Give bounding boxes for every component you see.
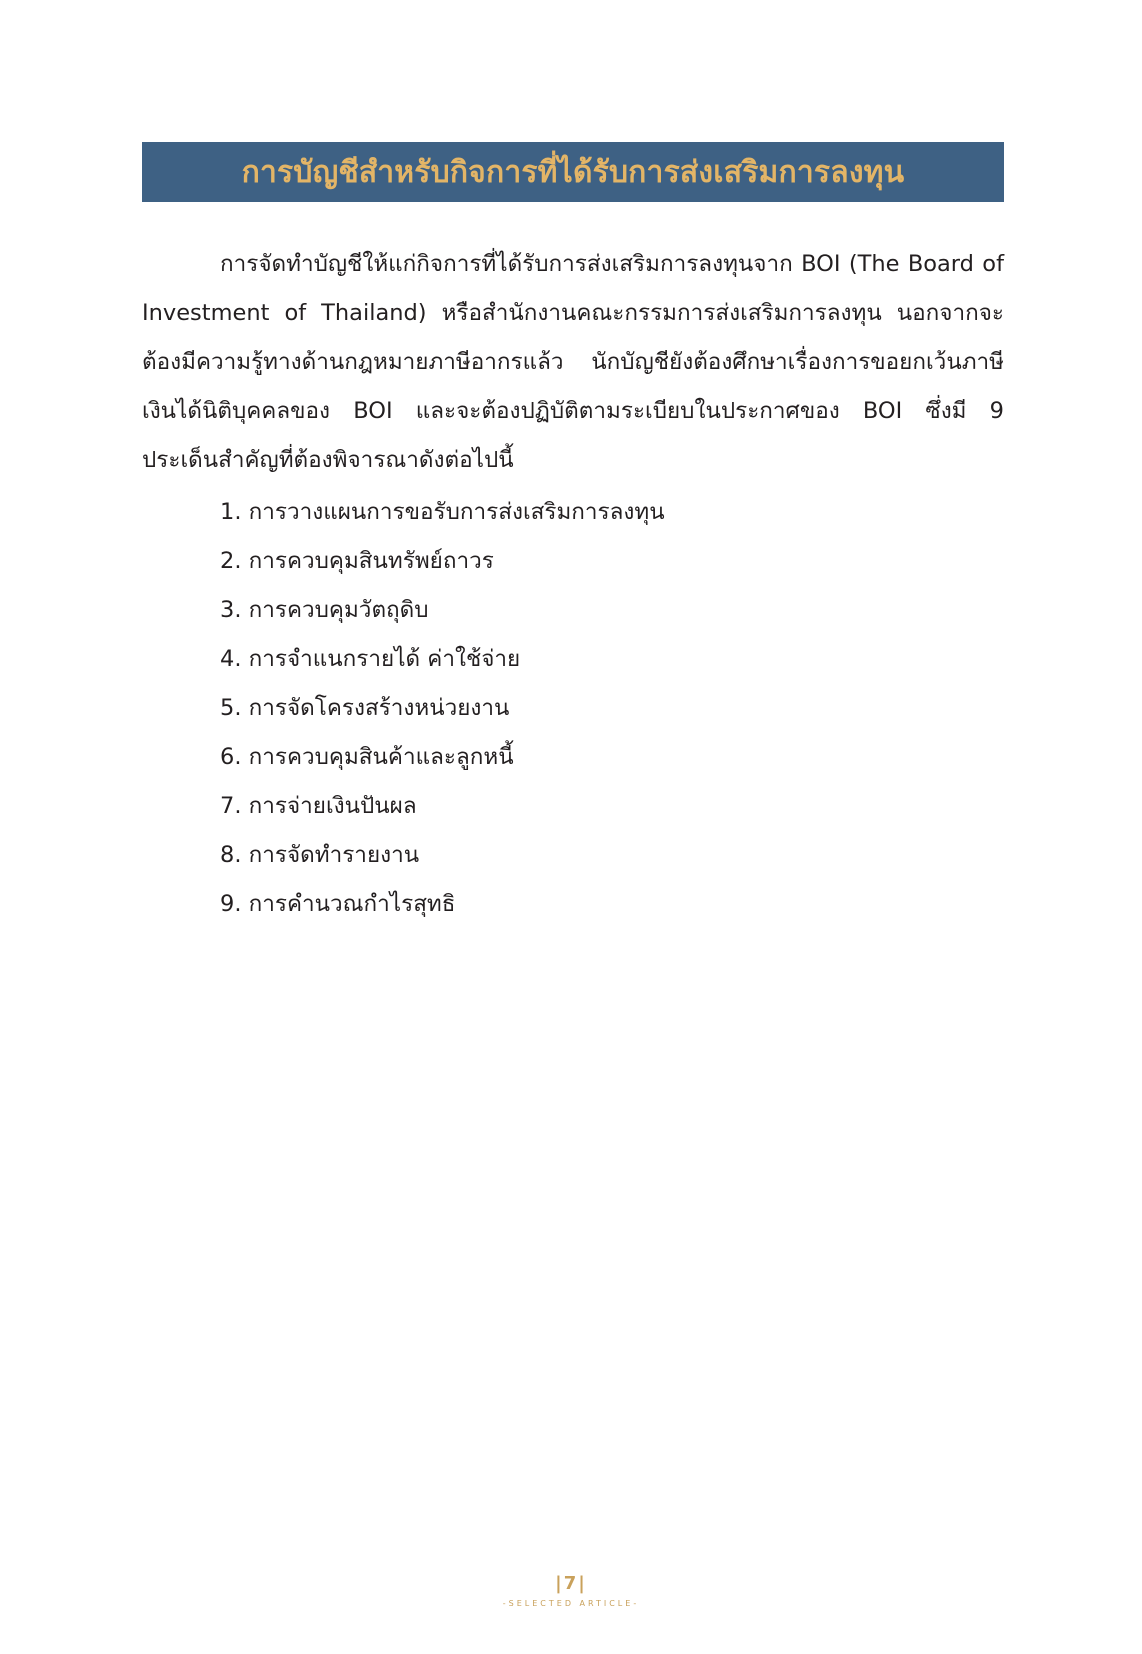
page-footer <box>0 1573 1142 1609</box>
intro-paragraph: การจัดทำบัญชีให้แก่กิจการที่ได้รับการส่งเสริมการลงทุนจาก BOI (The Board of Investment of Thailand) หรือสำนักงานคณะกรรมการส่งเสริมการลงทุน นอกจากจะต้องมีความรู้ทางด้านกฎหมายภาษีอากรแล้ว นักบัญชียังต้องศึกษาเรื่องการขอยกเว้นภาษีเงินได้นิติบุคคลของ BOI และจะต้องปฏิบัติตามระเบียบในประกาศของ BOI ซึ่งมี 9 ประเด็นสำคัญที่ต้องพิจารณาดังต่อไปนี้ <box>142 251 1004 473</box>
list-item: 4. การจำแนกรายได้ ค่าใช้จ่าย <box>220 646 521 672</box>
list-item: 7. การจ่ายเงินปันผล <box>220 793 417 819</box>
page-title: การบัญชีสำหรับกิจการที่ได้รับการส่งเสริมการลงทุน <box>241 154 905 190</box>
issues-list <box>220 488 665 929</box>
list-item: 9. การคำนวณกำไรสุทธิ <box>220 891 456 917</box>
list-item: 3. การควบคุมวัตถุดิบ <box>220 597 429 623</box>
title-banner <box>142 142 1004 202</box>
list-item: 5. การจัดโครงสร้างหน่วยงาน <box>220 695 510 721</box>
list-item: 8. การจัดทำรายงาน <box>220 842 420 868</box>
page-number: |7| <box>555 1573 587 1594</box>
list-item: 2. การควบคุมสินทรัพย์ถาวร <box>220 548 494 574</box>
footer-label: -SELECTED ARTICLE- <box>502 1599 640 1608</box>
list-item: 1. การวางแผนการขอรับการส่งเสริมการลงทุน <box>220 499 665 525</box>
list-item: 6. การควบคุมสินค้าและลูกหนี้ <box>220 744 514 770</box>
